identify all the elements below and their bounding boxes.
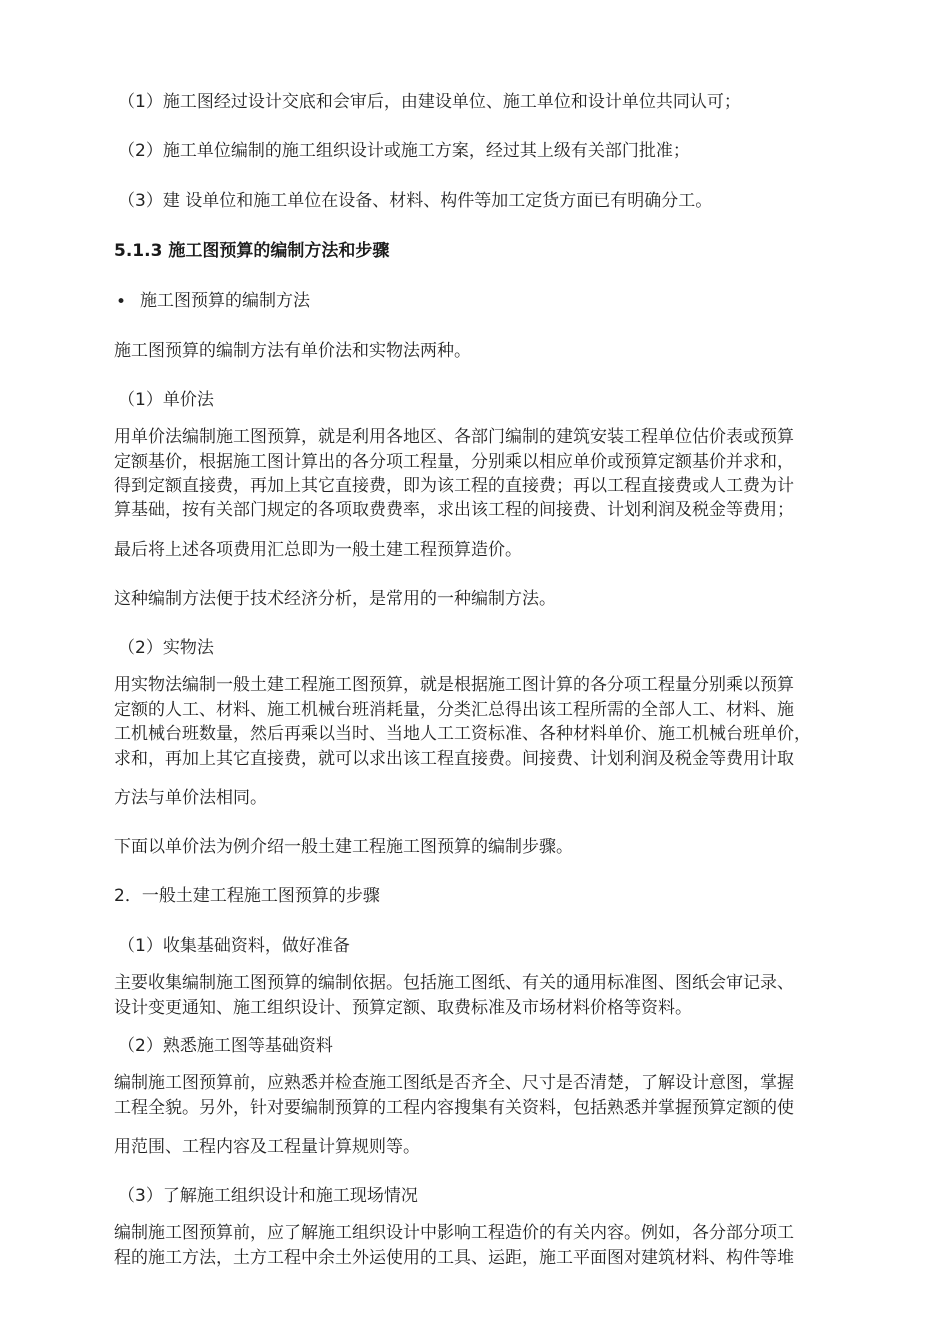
paragraph-line: （2）施工单位编制的施工组织设计或施工方案，经过其上级有关部门批准； bbox=[118, 141, 690, 161]
paragraph-line: 算基础，按有关部门规定的各项取费费率，求出该工程的间接费、计划利润及税金等费用； bbox=[114, 500, 794, 520]
paragraph-line: 用单价法编制施工图预算，就是利用各地区、各部门编制的建筑安装工程单位估价表或预算 bbox=[114, 427, 794, 447]
paragraph-line: 下面以单价法为例介绍一般土建工程施工图预算的编制步骤。 bbox=[114, 837, 573, 857]
paragraph-line: 这种编制方法便于技术经济分析，是常用的一种编制方法。 bbox=[114, 589, 556, 609]
subsection-label: （1）单价法 bbox=[118, 390, 214, 410]
paragraph-line: 方法与单价法相同。 bbox=[114, 788, 267, 808]
subsection-label: （1）收集基础资料，做好准备 bbox=[118, 936, 350, 956]
paragraph-line: 施工图预算的编制方法有单价法和实物法两种。 bbox=[114, 341, 471, 361]
paragraph-line: 编制施工图预算前，应了解施工组织设计中影响工程造价的有关内容。例如，各分部分项工 bbox=[114, 1223, 794, 1243]
paragraph-line: 程的施工方法，土方工程中余土外运使用的工具、运距，施工平面图对建筑材料、构件等堆 bbox=[114, 1248, 794, 1268]
paragraph-line: 工机械台班数量，然后再乘以当时、当地人工工资标准、各种材料单价、施工机械台班单价， bbox=[114, 724, 811, 744]
paragraph-line: 主要收集编制施工图预算的编制依据。包括施工图纸、有关的通用标准图、图纸会审记录、 bbox=[114, 973, 794, 993]
paragraph-line: （1）施工图经过设计交底和会审后，由建设单位、施工单位和设计单位共同认可； bbox=[118, 92, 741, 112]
paragraph-line: 求和，再加上其它直接费，就可以求出该工程直接费。间接费、计划利润及税金等费用计取 bbox=[114, 749, 794, 769]
paragraph-line: 编制施工图预算前，应熟悉并检查施工图纸是否齐全、尺寸是否清楚，了解设计意图，掌握 bbox=[114, 1073, 794, 1093]
paragraph-line: 定额的人工、材料、施工机械台班消耗量，分类汇总得出该工程所需的全部人工、材料、施 bbox=[114, 700, 794, 720]
subsection-label: （2）熟悉施工图等基础资料 bbox=[118, 1036, 333, 1056]
section-heading: 5.1.3 施工图预算的编制方法和步骤 bbox=[114, 241, 390, 261]
paragraph-line: 用范围、工程内容及工程量计算规则等。 bbox=[114, 1137, 420, 1157]
paragraph-line: （3）建 设单位和施工单位在设备、材料、构件等加工定货方面已有明确分工。 bbox=[118, 191, 713, 211]
bullet-icon: • bbox=[115, 292, 127, 312]
paragraph-line: 工程全貌。另外，针对要编制预算的工程内容搜集有关资料，包括熟悉并掌握预算定额的使 bbox=[114, 1098, 794, 1118]
subsection-label: （2）实物法 bbox=[118, 638, 214, 658]
paragraph-line: 用实物法编制一般土建工程施工图预算，就是根据施工图计算的各分项工程量分别乘以预算 bbox=[114, 675, 794, 695]
subsection-label: （3）了解施工组织设计和施工现场情况 bbox=[118, 1186, 418, 1206]
paragraph-line: 设计变更通知、施工组织设计、预算定额、取费标准及市场材料价格等资料。 bbox=[114, 998, 692, 1018]
paragraph-line: 定额基价，根据施工图计算出的各分项工程量，分别乘以相应单价或预算定额基价并求和， bbox=[114, 452, 794, 472]
paragraph-line: 最后将上述各项费用汇总即为一般土建工程预算造价。 bbox=[114, 540, 522, 560]
section-label: 2．一般土建工程施工图预算的步骤 bbox=[114, 886, 380, 906]
bullet-item: 施工图预算的编制方法 bbox=[140, 291, 310, 311]
paragraph-line: 得到定额直接费，再加上其它直接费，即为该工程的直接费；再以工程直接费或人工费为计 bbox=[114, 476, 794, 496]
